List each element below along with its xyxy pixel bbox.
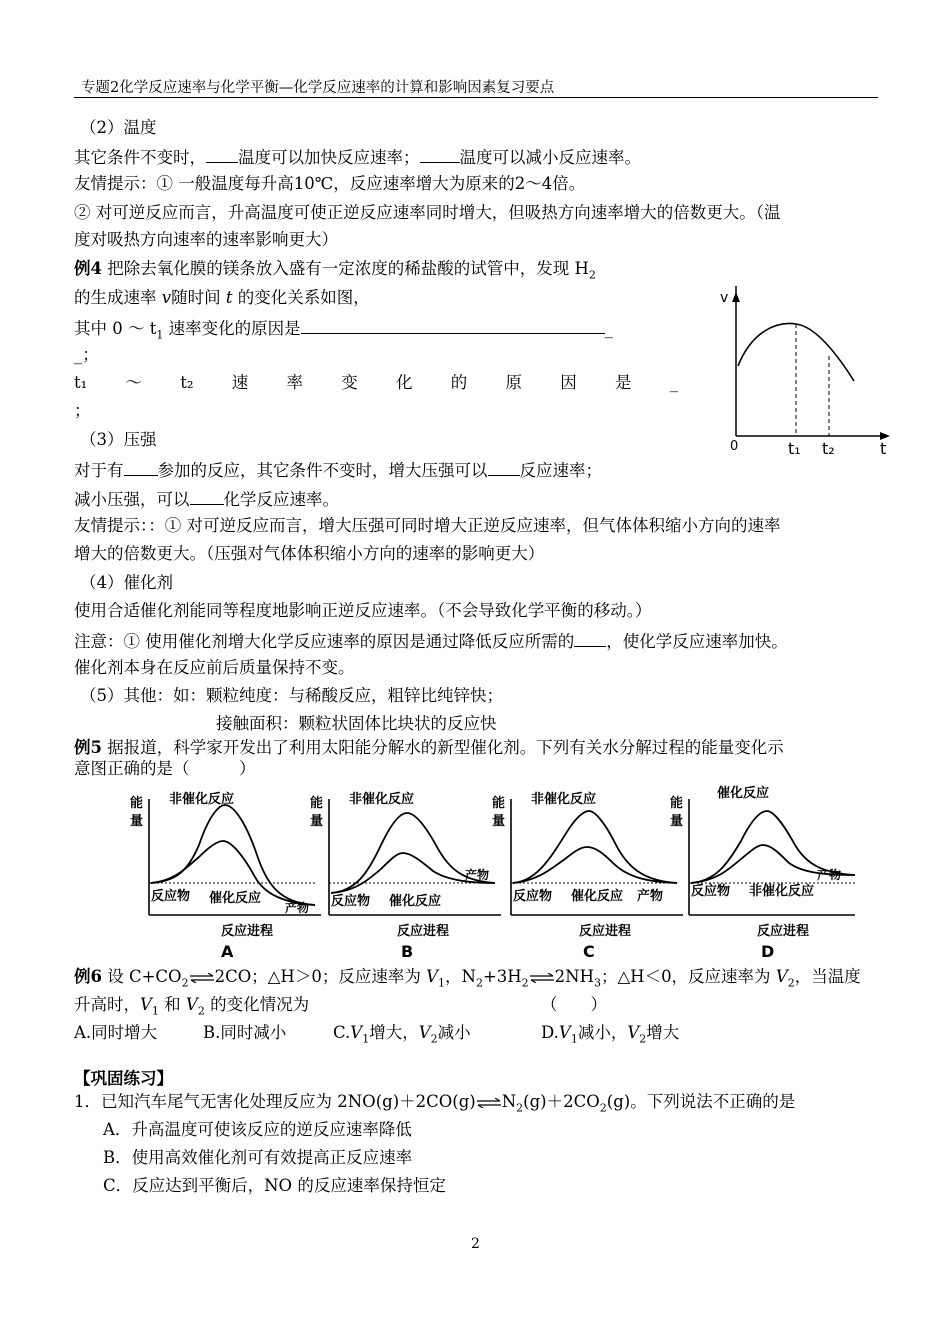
blank (301, 316, 605, 334)
product-label: 产物 (637, 889, 664, 904)
example4-line2 (74, 287, 370, 309)
graph-origin: 0 (730, 439, 739, 454)
temperature-line1 (74, 145, 641, 169)
equilibrium-arrow-icon (529, 973, 555, 983)
pressure-line1 (74, 458, 602, 482)
text: 减小， (577, 1023, 628, 1042)
y-label-char: 量 (130, 814, 144, 829)
sub: 1 (570, 1032, 578, 1046)
pressure-line1-c: 反应速率； (519, 461, 602, 480)
example4-line3: 其中 0 ～ $t_1$ 速率变化的原因是 _ (74, 316, 613, 346)
example6-line1 (74, 966, 861, 994)
y-label-char: 能 (492, 796, 506, 811)
practice-heading: 【巩固练习】 (74, 1069, 173, 1088)
blank (420, 145, 460, 163)
example4-word: 化 (396, 373, 413, 392)
header-rule (74, 97, 878, 98)
example4-word: _ (669, 373, 678, 392)
text: 设 C+CO (107, 967, 182, 986)
example5-line1-text: 据报道，科学家开发出了利用太阳能分解水的新型催化剂。下列有关水分解过程的能量变化示 (107, 738, 784, 757)
text: ，当温度 (794, 967, 861, 986)
var: V (350, 1023, 363, 1042)
text: 2NH (554, 967, 594, 986)
practice-question-1 (74, 1091, 795, 1119)
sub: 1 (362, 1032, 370, 1046)
y-label-char: 能 (310, 796, 324, 811)
text: ，N (445, 967, 476, 986)
example4-line1 (74, 258, 596, 286)
pressure-heading: （3）压强 (80, 430, 157, 449)
catalyst-note-a: 注意：① 使用催化剂增大化学反应速率的原因是通过降低反应所需的 (74, 632, 575, 651)
graph-y-label: v (720, 290, 729, 306)
upper-curve (513, 811, 677, 883)
pressure-line2 (74, 487, 339, 511)
example6-option-b[interactable]: B.同时减小 (203, 1023, 287, 1042)
catalyst-line3: 催化剂本身在反应前后质量保持不变。 (74, 658, 355, 677)
sub: 2 (599, 1101, 607, 1115)
y-label-char: 能 (130, 796, 144, 811)
page-number: 2 (471, 1236, 480, 1252)
lower-curve-label: 催化反应 (571, 889, 624, 904)
example5-label: 例5 (74, 738, 102, 757)
var: V (775, 967, 788, 986)
practice-option-b[interactable]: B．使用高效催化剂可有效提高正反应速率 (103, 1148, 413, 1167)
var: V (140, 995, 152, 1014)
example4-word: 是 (615, 373, 632, 392)
temperature-line1-c: 温度可以减小反应速率。 (459, 148, 641, 167)
equilibrium-arrow-icon (189, 973, 215, 983)
sub: 1 (151, 1004, 159, 1018)
example6-option-c[interactable] (333, 1022, 471, 1050)
lower-curve-label: 催化反应 (389, 894, 442, 909)
temperature-tip2-line2: 度对吸热方向速率的速率影响更大） (74, 230, 338, 249)
example5-line2: 意图正确的是（ ） (74, 759, 256, 778)
example4-line1-text: 把除去氧化膜的镁条放入盛有一定浓度的稀盐酸的试管中，发现 H (107, 259, 589, 278)
example5-line1 (74, 737, 784, 759)
upper-curve-label: 非催化反应 (531, 792, 597, 807)
pressure-line1-a: 对于有 (74, 461, 124, 480)
x-axis-label: 反应进程 (397, 924, 450, 939)
example4-word: 原 (505, 373, 522, 392)
text: 的变化情况为 (204, 995, 310, 1014)
example4-line3-sub: 1 (156, 328, 164, 342)
graph-t1-label: t₁ (788, 439, 801, 458)
example6-label: 例6 (74, 967, 102, 986)
pressure-tip-line1: 友情提示：：① 对可逆反应而言，增大压强可同时增大正逆反应速率，但气体体积缩小方向的速率 (74, 516, 781, 535)
graph-letter: B (401, 942, 414, 961)
temperature-line1-b: 温度可以加快反应速率； (238, 148, 420, 167)
example4-line2-t: t (225, 288, 233, 307)
graph-t2-label: t₂ (822, 439, 835, 458)
practice-option-c[interactable]: C．反应达到平衡后，NO 的反应速率保持恒定 (103, 1176, 446, 1195)
sub: 2 (516, 1101, 524, 1115)
catalyst-heading: （4）催化剂 (80, 573, 173, 592)
y-axis-arrow-icon (732, 292, 740, 302)
example4-line2-b: 随时间 (171, 288, 226, 307)
var: V (627, 1023, 640, 1042)
example4-line1-sub: 2 (588, 268, 596, 282)
graph-letter: D (761, 942, 775, 961)
example4-word: 变 (341, 373, 358, 392)
example4-word: t₁ (74, 373, 88, 392)
example4-line4: _； (74, 345, 99, 364)
text: (g)。下列说法不正确的是 (606, 1092, 796, 1111)
blank (124, 458, 158, 476)
page-header: 专题2化学反应速率与化学平衡—化学反应速率的计算和影响因素复习要点 (81, 80, 555, 96)
text: 2CO；△H＞0；反应速率为 (214, 967, 427, 986)
example4-line2-c: 的变化关系如图， (232, 288, 370, 307)
sub: 1 (438, 976, 445, 990)
product-label: 产物 (285, 901, 310, 915)
energy-graph-d (670, 785, 855, 961)
example5-energy-diagrams (125, 785, 855, 963)
catalyst-note (74, 629, 788, 653)
pressure-line2-b: 化学反应速率。 (223, 490, 339, 509)
text: N (501, 1092, 517, 1111)
energy-graph-b (310, 791, 501, 961)
text: 增大 (646, 1023, 680, 1042)
equilibrium-arrow-icon (476, 1098, 502, 1108)
example6-option-d[interactable] (541, 1022, 679, 1050)
var: V (185, 995, 198, 1014)
x-axis-label: 反应进程 (579, 924, 632, 939)
example4-label: 例4 (74, 259, 102, 278)
reactant-label: 反应物 (691, 884, 731, 899)
text: 和 (158, 995, 186, 1014)
example6-line2 (74, 994, 309, 1022)
catalyst-note-b: ，使化学反应速率加快。 (606, 632, 788, 651)
pressure-line2-a: 减小压强，可以 (74, 490, 190, 509)
example4-line5 (74, 372, 678, 394)
y-label-char: 量 (310, 814, 324, 829)
text: 减小 (437, 1023, 471, 1042)
example6-option-a[interactable]: A.同时增大 (74, 1023, 158, 1042)
upper-curve-label: 催化反应 (717, 786, 770, 801)
sub: 2 (197, 1004, 205, 1018)
graph-letter: C (583, 942, 595, 961)
example4-line2-v: v (161, 288, 172, 307)
text: 升高时， (74, 995, 140, 1014)
example4-vt-graph (712, 286, 898, 458)
other-line1: （5）其他：如：颗粒纯度：与稀酸反应，粗锌比纯锌快； (80, 686, 503, 705)
var: V (418, 1023, 431, 1042)
temperature-line1-a: 其它条件不变时， (74, 148, 206, 167)
sub: 2 (430, 1032, 438, 1046)
text: (g)＋2CO (523, 1092, 600, 1111)
sub: 2 (639, 1032, 647, 1046)
text: D. (541, 1023, 559, 1042)
text: 1．已知汽车尾气无害化处理反应为 2NO(g)＋2CO(g) (74, 1092, 476, 1111)
y-label-char: 量 (492, 814, 506, 829)
lower-curve-label: 非催化反应 (749, 884, 815, 899)
text: 增大， (369, 1023, 419, 1042)
sub: 2 (521, 976, 529, 990)
text: ；△H＜0，反应速率为 (600, 967, 776, 986)
catalyst-line1: 使用合适催化剂能同等程度地影响正逆反应速率。（不会导致化学平衡的移动。） (74, 601, 652, 620)
energy-graph-c (492, 791, 683, 961)
blank (574, 629, 606, 647)
text: C. (333, 1023, 351, 1042)
pressure-line1-b: 参加的反应，其它条件不变时，增大压强可以 (157, 461, 488, 480)
product-label: 产物 (817, 868, 842, 882)
product-label: 产物 (465, 868, 490, 882)
pressure-tip-line2: 增大的倍数更大。（压强对气体体积缩小方向的速率的影响更大） (74, 544, 545, 563)
temperature-tip1: 友情提示：① 一般温度每升高10℃，反应速率增大为原来的2～4倍。 (74, 174, 586, 193)
text: +3H (482, 967, 522, 986)
reactant-label: 反应物 (151, 889, 191, 904)
temperature-heading: （2）温度 (80, 118, 157, 137)
example4-line2-a: 的生成速率 (74, 288, 162, 307)
var: V (558, 1023, 571, 1042)
upper-curve-label: 非催化反应 (349, 792, 415, 807)
reactant-label: 反应物 (331, 894, 371, 909)
example4-line6: ； (74, 401, 91, 420)
x-axis-label: 反应进程 (757, 924, 810, 939)
blank (190, 487, 224, 505)
y-label-char: 能 (670, 796, 684, 811)
sub: 2 (475, 976, 483, 990)
sub: 2 (787, 976, 795, 990)
example4-word: 速 (231, 373, 249, 392)
example4-word: ～ (125, 373, 142, 392)
blank (488, 458, 520, 476)
sub: 2 (181, 976, 189, 990)
x-axis-label: 反应进程 (221, 924, 274, 939)
example4-word: 率 (286, 373, 303, 392)
var: V (426, 967, 438, 986)
sub: 3 (593, 976, 601, 990)
example4-word: 的 (450, 373, 468, 392)
example4-word: 因 (560, 373, 577, 392)
example6-answer-paren: （ ） (541, 995, 607, 1014)
temperature-tip2-line1: ② 对可逆反应而言，升高温度可使正逆反应速率同时增大，但吸热方向速率增大的倍数更大。（温 (74, 203, 781, 222)
lower-curve-label: 催化反应 (209, 891, 262, 906)
energy-graph-a (130, 791, 324, 961)
other-line2: 接触面积：颗粒状固体比块状的反应快 (216, 714, 497, 733)
example4-line3-a: 其中 0 ～ t (74, 319, 157, 338)
example4-word: t₂ (180, 373, 194, 392)
reactant-label: 反应物 (513, 889, 553, 904)
graph-letter: A (221, 942, 234, 961)
practice-option-a[interactable]: A．升高温度可使该反应的逆反应速率降低 (103, 1120, 412, 1139)
blank (206, 145, 238, 163)
y-label-char: 量 (670, 814, 684, 829)
example4-line3-b: 速率变化的原因是 (163, 319, 301, 338)
upper-curve-label: 非催化反应 (169, 792, 235, 807)
graph-x-label: t (880, 439, 887, 458)
